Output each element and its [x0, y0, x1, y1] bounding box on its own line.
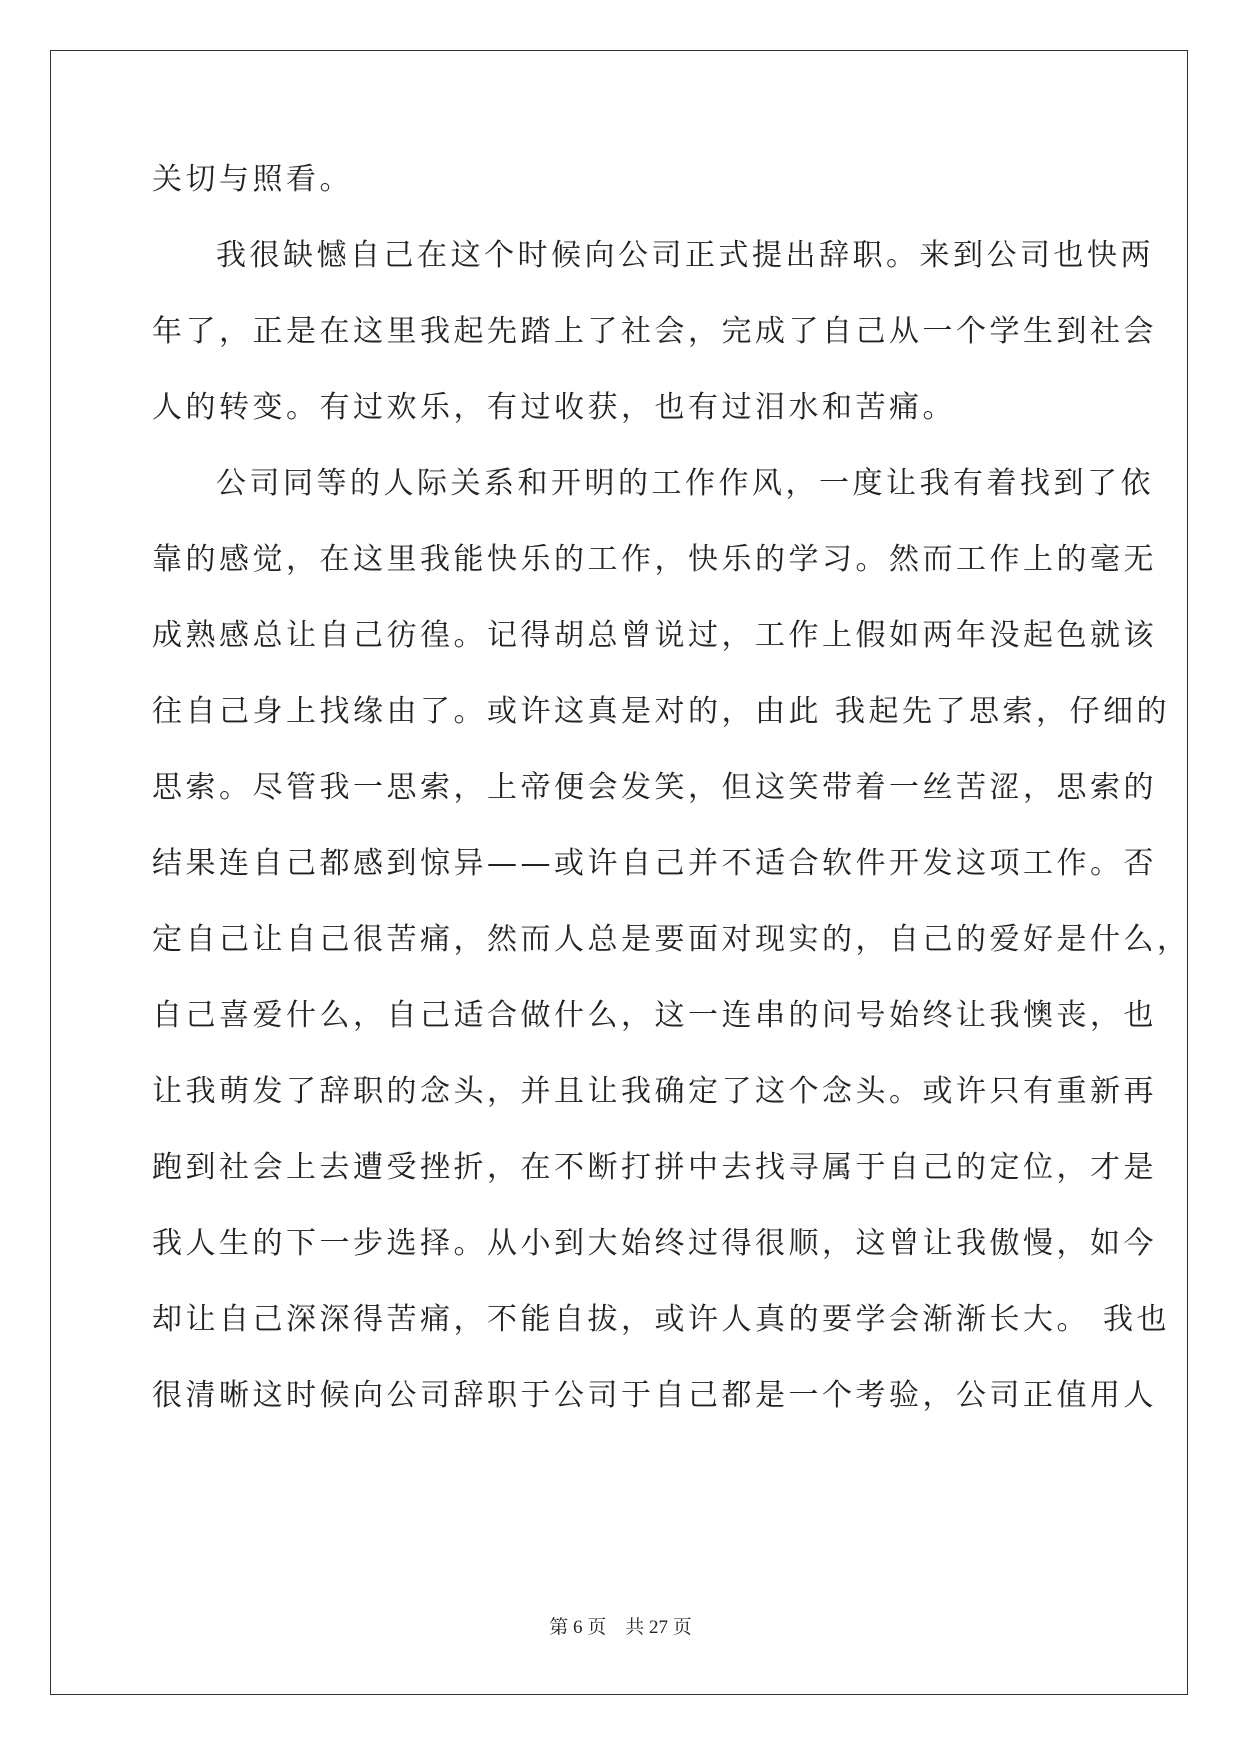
text-line: 人的转变。有过欢乐，有过收获，也有过泪水和苦痛。 [152, 390, 956, 425]
text-line: 靠的感觉，在这里我能快乐的工作，快乐的学习。然而工作上的毫无 [152, 542, 1157, 577]
text-line: 却让自己深深得苦痛，不能自拔，或许人真的要学会渐渐长大。 我也 [152, 1302, 1171, 1337]
page-footer [0, 1612, 1241, 1639]
text-line: 跑到社会上去遭受挫折，在不断打拼中去找寻属于自己的定位，才是 [152, 1150, 1157, 1185]
text-line: 我人生的下一步选择。从小到大始终过得很顺，这曾让我傲慢，如今 [152, 1226, 1157, 1261]
text-line: 年了，正是在这里我起先踏上了社会，完成了自己从一个学生到社会 [152, 314, 1157, 349]
text-line: 定自己让自己很苦痛，然而人总是要面对现实的，自己的爱好是什么， [152, 922, 1191, 957]
text-line: 关切与照看。 [152, 162, 353, 197]
text-line: 结果连自己都感到惊异——或许自己并不适合软件开发这项工作。否 [152, 846, 1157, 881]
paragraph-start-line: 我很缺憾自己在这个时候向公司正式提出辞职。来到公司也快两 [216, 238, 1154, 273]
text-line: 自己喜爱什么，自己适合做什么，这一连串的问号始终让我懊丧，也 [152, 998, 1157, 1033]
text-line: 往自己身上找缘由了。或许这真是对的，由此 我起先了思索，仔细的 [152, 694, 1171, 729]
text-line: 思索。尽管我一思索，上帝便会发笑，但这笑带着一丝苦涩，思索的 [152, 770, 1157, 805]
page-number: 第 6 页 [549, 1617, 607, 1638]
text-line: 成熟感总让自己彷徨。记得胡总曾说过，工作上假如两年没起色就该 [152, 618, 1157, 653]
page-total: 共 27 页 [625, 1617, 692, 1638]
text-line: 让我萌发了辞职的念头，并且让我确定了这个念头。或许只有重新再 [152, 1074, 1157, 1109]
paragraph-start-line: 公司同等的人际关系和开明的工作作风，一度让我有着找到了依 [216, 466, 1154, 501]
text-line: 很清晰这时候向公司辞职于公司于自己都是一个考验，公司正值用人 [152, 1378, 1157, 1413]
